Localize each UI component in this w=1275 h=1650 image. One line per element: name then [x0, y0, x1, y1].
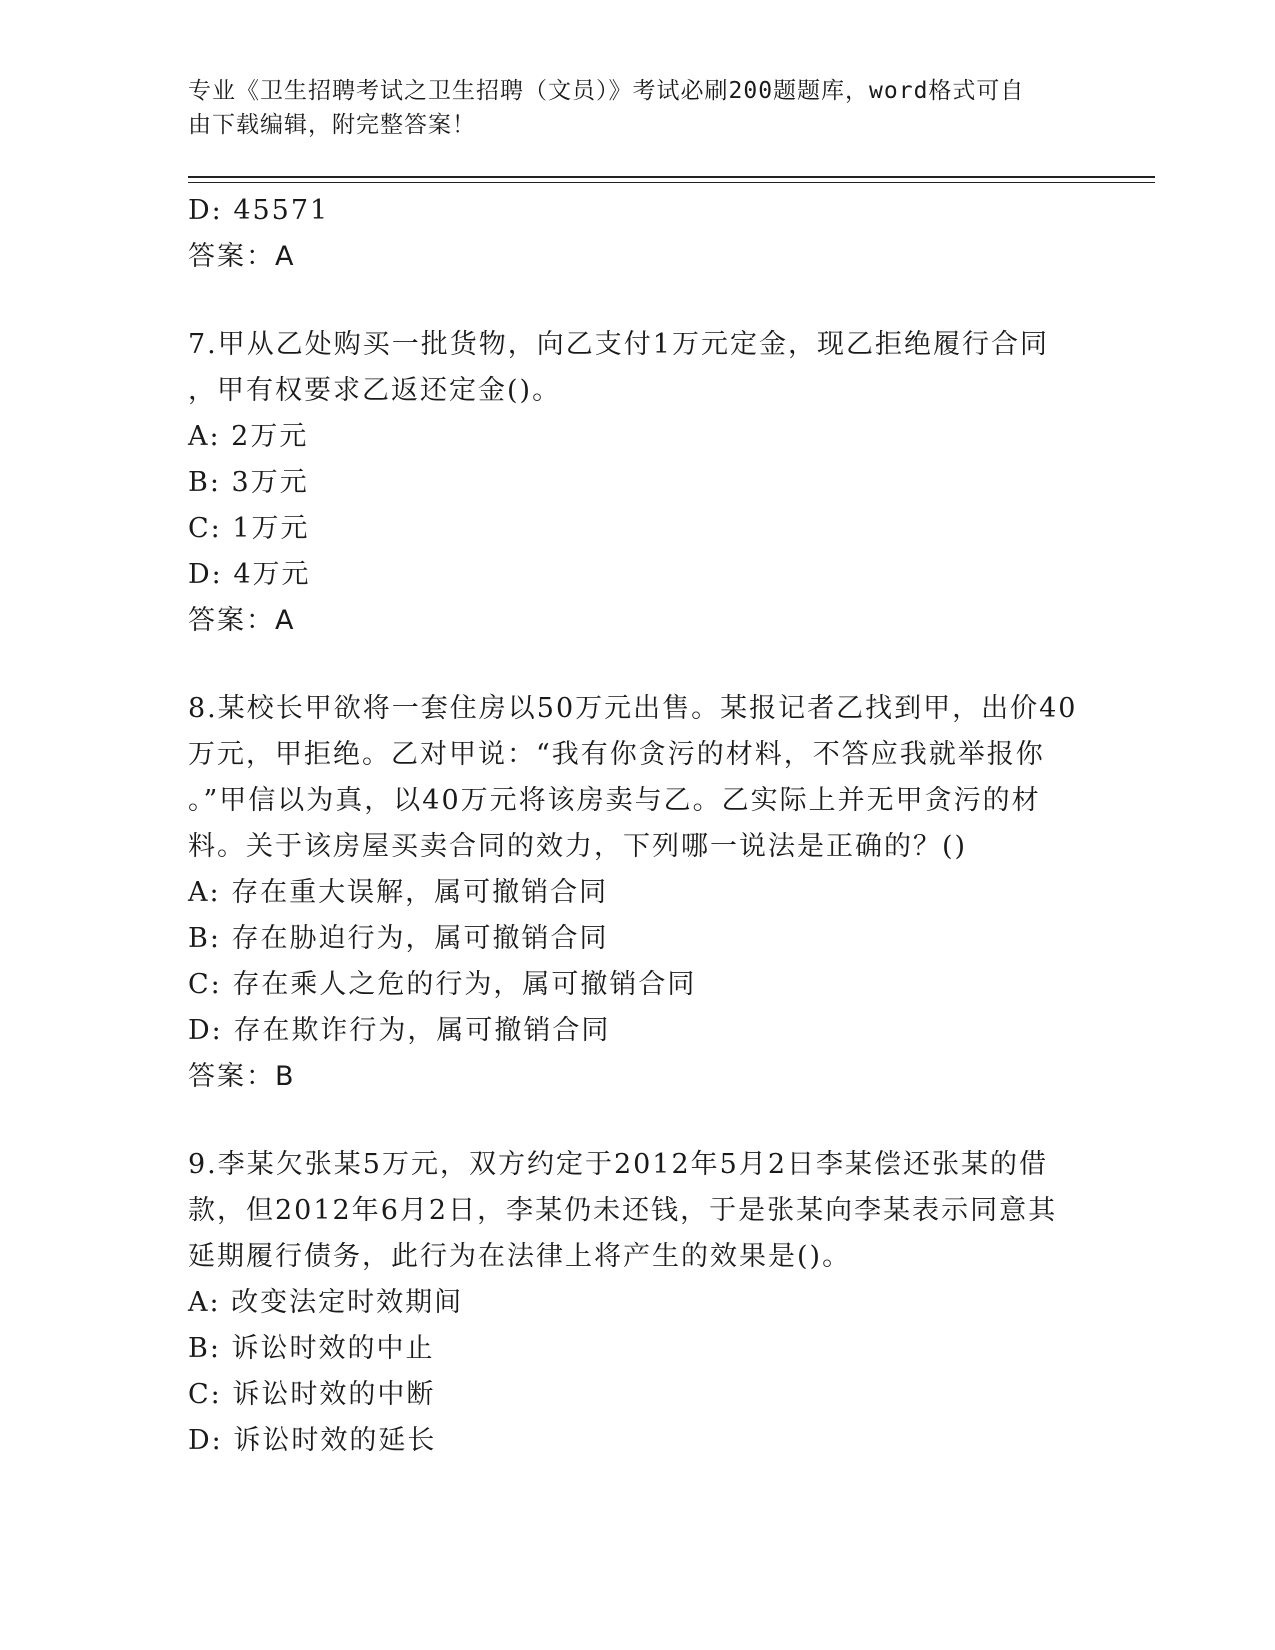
option-a: A: 2万元	[188, 421, 309, 452]
option-c: C: 1万元	[188, 513, 310, 544]
option-a: A: 存在重大误解，属可撤销合同	[188, 877, 609, 908]
question-6-tail	[188, 188, 1088, 280]
document-header	[188, 74, 1088, 142]
question-stem-line: 款，但2012年6月2日，李某仍未还钱，于是张某向李某表示同意其	[188, 1195, 1058, 1226]
answer: 答案：B	[188, 1061, 296, 1092]
option-d: D: 45571	[188, 195, 330, 226]
question-stem-line: 9.李某欠张某5万元，双方约定于2012年5月2日李某偿还张某的借	[188, 1149, 1049, 1180]
option-d: D: 存在欺诈行为，属可撤销合同	[188, 1015, 611, 1046]
question-9	[188, 1142, 1088, 1464]
question-stem-line: ，甲有权要求乙返还定金()。	[188, 375, 562, 406]
question-stem-line: 延期履行债务，此行为在法律上将产生的效果是()。	[188, 1241, 852, 1272]
spacer	[188, 280, 1088, 322]
question-stem-line: 8.某校长甲欲将一套住房以50万元出售。某报记者乙找到甲，出价40	[188, 693, 1078, 724]
option-b: B: 诉讼时效的中止	[188, 1333, 435, 1364]
header-divider-thin	[188, 182, 1155, 183]
option-c: C: 诉讼时效的中断	[188, 1379, 436, 1410]
spacer	[188, 1100, 1088, 1142]
option-d: D: 诉讼时效的延长	[188, 1425, 437, 1456]
option-d: D: 4万元	[188, 559, 311, 590]
option-c: C: 存在乘人之危的行为，属可撤销合同	[188, 969, 697, 1000]
option-b: B: 3万元	[188, 467, 309, 498]
question-stem-line: 7.甲从乙处购买一批货物，向乙支付1万元定金，现乙拒绝履行合同	[188, 329, 1049, 360]
question-stem-line: 料。关于该房屋买卖合同的效力，下列哪一说法是正确的？()	[188, 831, 968, 862]
answer: 答案：A	[188, 605, 296, 636]
question-list	[188, 188, 1088, 1464]
question-8	[188, 686, 1088, 1100]
question-7	[188, 322, 1088, 644]
spacer	[188, 644, 1088, 686]
question-stem-line: 万元，甲拒绝。乙对甲说：“我有你贪污的材料，不答应我就举报你	[188, 739, 1045, 770]
option-a: A: 改变法定时效期间	[188, 1287, 464, 1318]
answer: 答案：A	[188, 241, 296, 272]
header-divider	[188, 176, 1155, 178]
header-title-line-1: 专业《卫生招聘考试之卫生招聘（文员）》考试必刷200题题库，word格式可自	[188, 78, 1025, 104]
question-stem-line: 。”甲信以为真，以40万元将该房卖与乙。乙实际上并无甲贪污的材	[188, 785, 1041, 816]
header-title-line-2: 由下载编辑，附完整答案！	[188, 112, 476, 138]
option-b: B: 存在胁迫行为，属可撤销合同	[188, 923, 609, 954]
